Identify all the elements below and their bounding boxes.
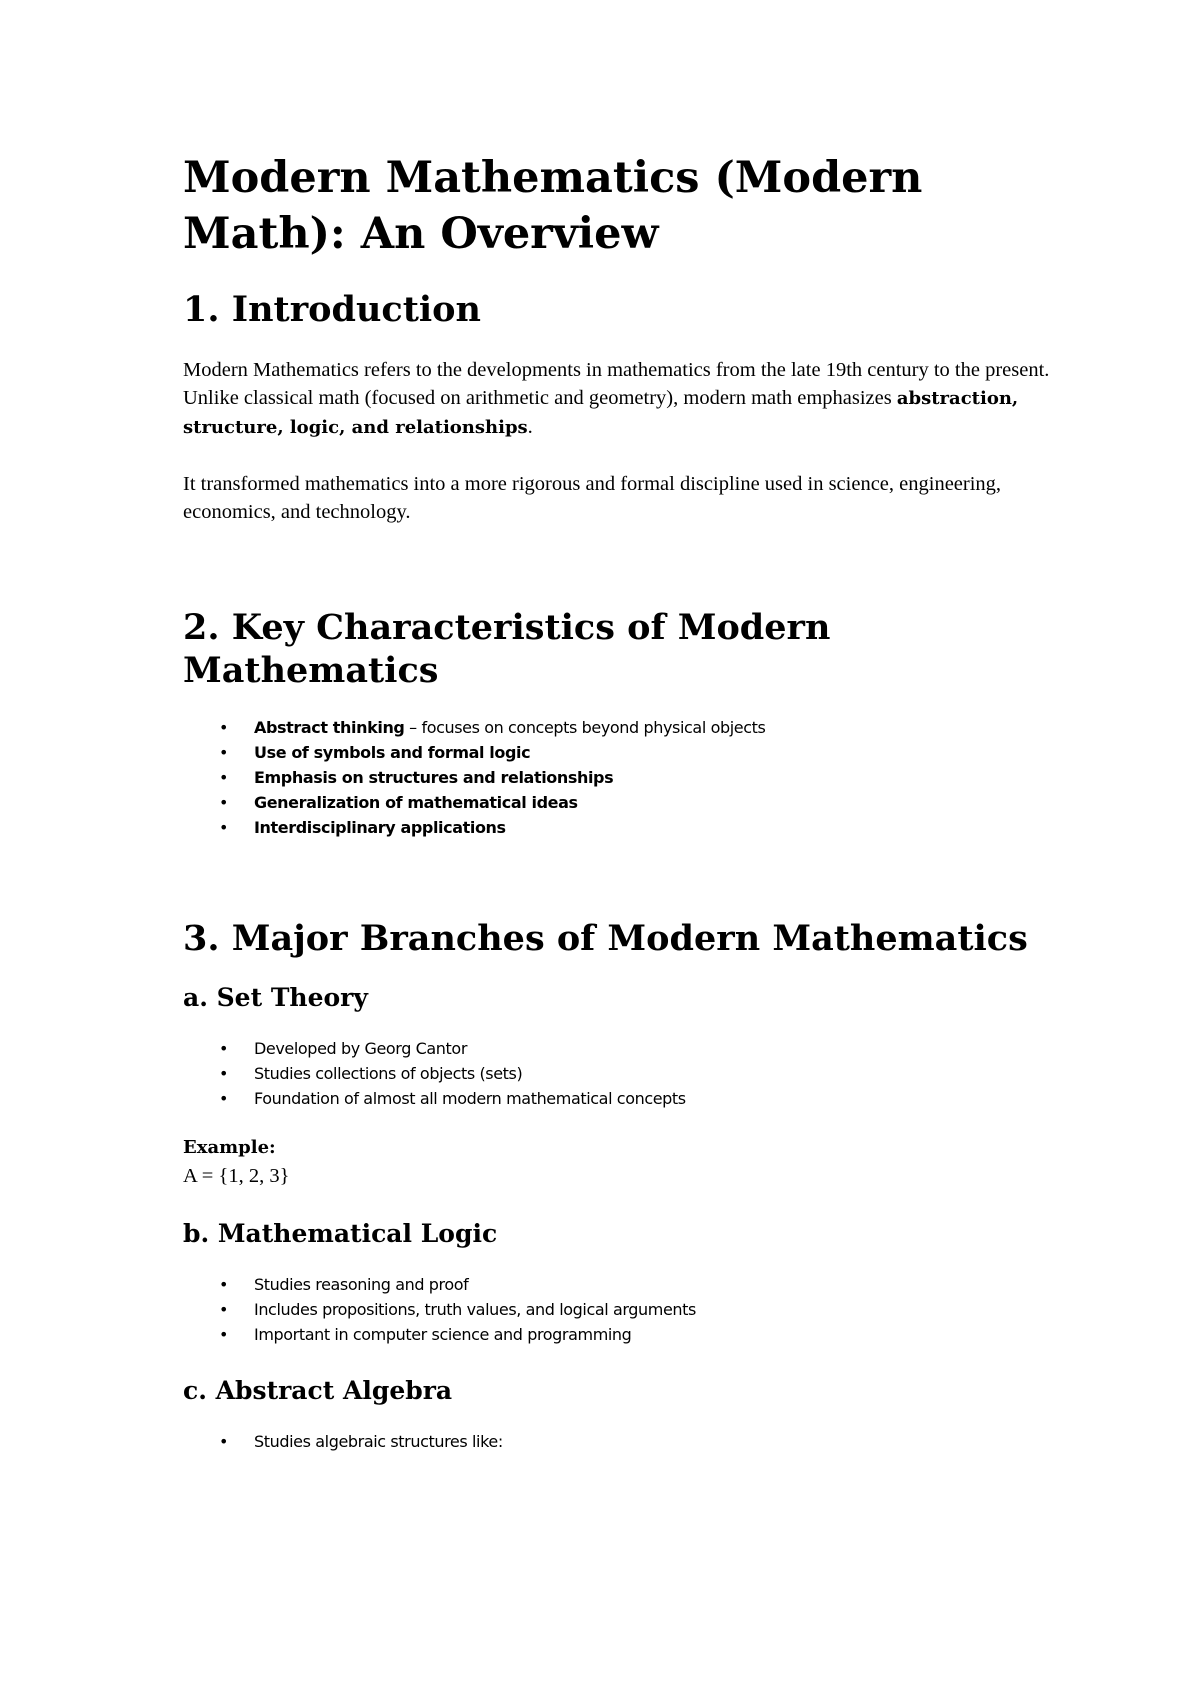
intro-paragraph-2: It transformed mathematics into a more rigorous and formal discipline used in science, engineering, economics, and technology. — [183, 473, 1002, 523]
section-heading-introduction: 1. Introduction — [183, 289, 481, 330]
intro-paragraph-1: Modern Mathematics refers to the developments in mathematics from the late 19th century to the present. Unlike classical math (focused on arithmetic and geometry), modern math emphasizes abstraction, structure, logic, and relationships. — [183, 359, 1050, 438]
bullet-icon: • — [219, 718, 229, 737]
subsection-heading-algebra: c. Abstract Algebra — [183, 1376, 453, 1405]
subsection-heading-logic: b. Mathematical Logic — [183, 1219, 498, 1248]
list-item: • Interdisciplinary applications — [183, 815, 1063, 840]
bullet-icon: • — [219, 1275, 229, 1294]
bullet-icon: • — [219, 1064, 229, 1083]
section-heading-branches: 3. Major Branches of Modern Mathematics — [183, 918, 1028, 959]
list-item: • Abstract thinking – focuses on concepts beyond physical objects — [183, 715, 1063, 740]
list-item: • Developed by Georg Cantor — [183, 1036, 1063, 1061]
document-title: Modern Mathematics (Modern Math): An Overview — [183, 153, 923, 259]
example-label: Example: — [183, 1137, 276, 1158]
list-item: • Use of symbols and formal logic — [183, 740, 1063, 765]
list-item: • Includes propositions, truth values, and logical arguments — [183, 1297, 1063, 1322]
list-item: • Important in computer science and programming — [183, 1322, 1063, 1347]
logic-list — [183, 1272, 1063, 1347]
list-item: • Generalization of mathematical ideas — [183, 790, 1063, 815]
document-body — [183, 150, 1063, 1454]
bullet-icon: • — [219, 1432, 229, 1451]
algebra-list — [183, 1429, 1063, 1454]
bullet-icon: • — [219, 743, 229, 762]
example-value: A = {1, 2, 3} — [183, 1165, 290, 1187]
list-item: • Studies reasoning and proof — [183, 1272, 1063, 1297]
intro-emphasis: abstraction, structure, logic, and relationships — [183, 388, 1019, 438]
subsection-heading-set-theory: a. Set Theory — [183, 983, 368, 1012]
bullet-icon: • — [219, 1300, 229, 1319]
bullet-icon: • — [219, 1039, 229, 1058]
list-item: • Foundation of almost all modern mathematical concepts — [183, 1086, 1063, 1111]
bullet-icon: • — [219, 818, 229, 837]
bullet-icon: • — [219, 1325, 229, 1344]
bullet-icon: • — [219, 1089, 229, 1108]
list-item: • Studies collections of objects (sets) — [183, 1061, 1063, 1086]
set-theory-list — [183, 1036, 1063, 1111]
bullet-icon: • — [219, 768, 229, 787]
characteristics-list — [183, 715, 1063, 840]
list-item: • Studies algebraic structures like: — [183, 1429, 1063, 1454]
bullet-icon: • — [219, 793, 229, 812]
list-item: • Emphasis on structures and relationships — [183, 765, 1063, 790]
section-heading-characteristics: 2. Key Characteristics of Modern Mathematics — [183, 607, 831, 691]
